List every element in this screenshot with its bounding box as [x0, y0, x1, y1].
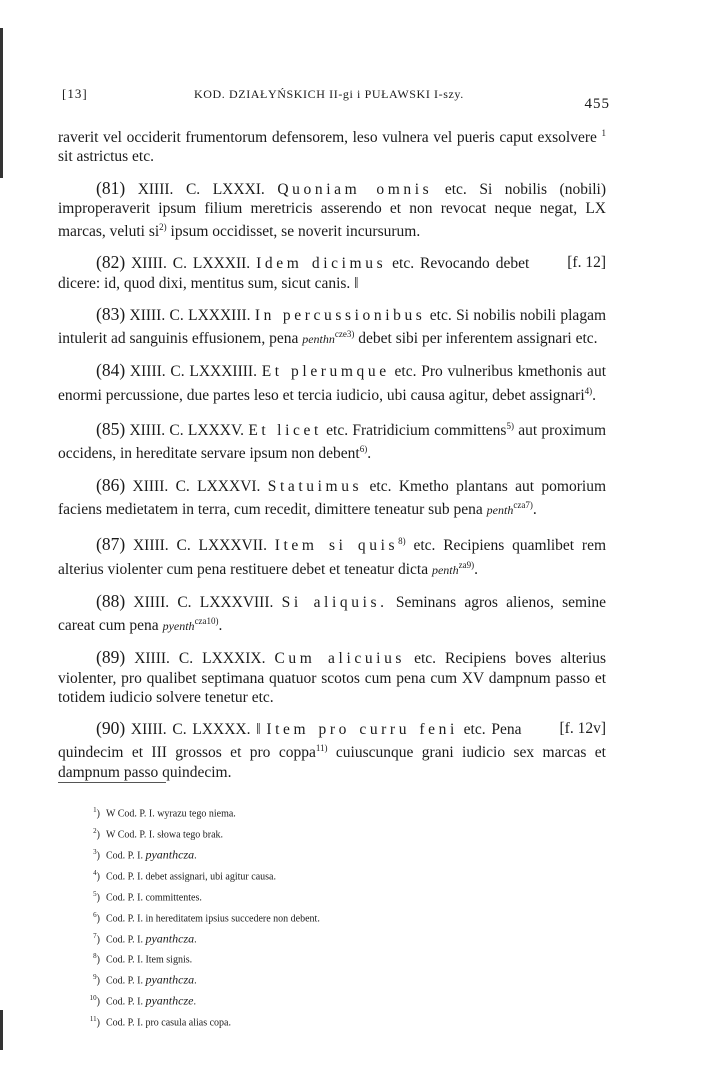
article-incipit: Si aliquis. [281, 593, 388, 611]
article-text: . [367, 445, 372, 463]
footnote-text: Cod. P. I. [106, 850, 146, 862]
footnote-text: Cod. P. I. committentes. [106, 892, 202, 904]
article-list [58, 179, 606, 782]
article-incipit: Cum alicuius [274, 650, 406, 668]
article-text: aut proximum occidens, in hereditate servare ipsum non debent [58, 422, 607, 463]
article-text: . [218, 617, 223, 635]
footnote-variant: pyanthcza [145, 847, 195, 862]
footnote-variant: pyanthcze [145, 993, 194, 1008]
article-number: (90) [96, 718, 126, 739]
footnote [82, 865, 482, 886]
article-incipit: Item si quis [274, 537, 399, 555]
article-paragraph [58, 361, 606, 405]
page-edge-bottom [0, 1010, 3, 1050]
article-text: . [532, 500, 537, 518]
footnote-ref: za [458, 559, 467, 570]
article-text: etc. Fratridicium committens [321, 422, 507, 440]
footnote-text: Cod. P. I. in hereditatem ipsius succedere non debent. [106, 912, 320, 924]
footnote-text: . [193, 996, 196, 1008]
article-text: etc. Kmetho plantans aut pomorium faciens medietatem in terra, cum recedit, dimittere teneatur sub pena [58, 477, 606, 518]
section-marker: [13] [62, 86, 88, 101]
footnote-number: $^6$) [93, 910, 100, 924]
article-paragraph [58, 648, 606, 707]
article-paragraph [58, 253, 606, 292]
footnote-text: W Cod. P. I. wyrazu tego niema. [106, 808, 236, 820]
article-incipit: Et plerumque [261, 363, 390, 381]
footnote [82, 948, 482, 969]
running-title: KOD. DZIAŁYŃSKICH II-gi i PUŁAWSKI I-szy. [194, 87, 464, 101]
folio-marker: [f. 12] [567, 254, 606, 272]
footnote-number-digit: 6 [93, 910, 97, 919]
page-number: 455 [584, 96, 610, 112]
article-incipit: Idem dicimus [256, 255, 387, 273]
footnote-ref: 10) [206, 616, 219, 627]
footnote-ref: 9) [466, 559, 475, 570]
footnote-text: W Cod. P. I. słowa tego brak. [106, 829, 224, 841]
article-incipit: Statuimus [267, 477, 363, 495]
footnote [82, 969, 482, 990]
article-text: etc. Recipiens boves alterius violenter, pro qualibet septimana quatuor scotos cum pena cum XV dampnum passo et totidem iudicio solvere tenetur etc. [58, 650, 606, 706]
article-text: etc. Recipiens quamlibet rem alterius violenter cum pena restituere debet et teneatur dicta [58, 537, 607, 578]
article-incipit: Item pro curru feni [266, 721, 458, 739]
article-code: XIIII. C. LXXXVIII. [133, 593, 274, 611]
footnote-number-digit: 9 [93, 973, 97, 982]
footnote-number-digit: 4 [93, 868, 97, 877]
article-incipit: In percussionibus [254, 306, 426, 324]
article-number: (88) [96, 590, 126, 611]
footnote [82, 886, 482, 907]
footnote [82, 907, 482, 928]
footnote-ref: 3) [346, 328, 355, 339]
footnote-number: $^1$) [93, 806, 100, 820]
footnote-number: $^9$) [93, 973, 100, 987]
article-paragraph [58, 719, 606, 782]
article-text: ipsum occidisset, se noverit incursurum. [166, 223, 421, 241]
article-text: etc. Revocando debet dicere: id, quod dixi, mentitus sum, sicut canis. ‖ [58, 255, 530, 292]
article-incipit: Quoniam omnis [277, 180, 433, 198]
article-number: (87) [96, 534, 126, 555]
article-text: Seminans agros alienos, semine careat cum pena [58, 593, 607, 635]
article-number: (89) [96, 647, 126, 668]
article-text: etc. Si nobilis nobili plagam intulerit ad sanguinis effusionem, pena [58, 306, 607, 348]
article-paragraph [58, 305, 606, 350]
footnote-text: Cod. P. I. Item signis. [106, 954, 193, 966]
article-number: (81) [96, 177, 126, 198]
footnote [82, 928, 482, 949]
footnote-text: Cod. P. I. debet assignari, ubi agitur causa. [106, 871, 276, 883]
article-code: XIIII. C. LXXXI. [137, 180, 265, 198]
footnote-text: Cod. P. I. [106, 933, 146, 945]
footnote-ref: 5) [506, 420, 514, 431]
article-paragraph [58, 532, 606, 580]
penalty-term: penth [486, 502, 514, 517]
article-number: (83) [96, 303, 126, 324]
footnote-ref: cza [513, 499, 526, 510]
article-text: . [592, 386, 597, 404]
footnote-number: $^4$) [93, 868, 100, 883]
article-text: etc. Si nobilis (nobili) improperaverit ipsum filium meretricis asserendo et non revocat neque negat, LX marcas, veluti si [58, 180, 607, 241]
footnote-number: $^{10}$) [89, 994, 100, 1008]
footnote-text: Cod. P. I. [106, 996, 146, 1008]
article-code: XIIII. C. LXXXIIII. [129, 363, 257, 381]
article-text: . [474, 560, 479, 578]
article-code: XIIII. C. LXXXVI. [132, 477, 261, 495]
penalty-term: penthn [302, 332, 335, 347]
continuation-paragraph: raverit vel occiderit frumentorum defensorem, leso vulnera vel pueris caput exsolvere $^1$ sit astrictus etc. [58, 128, 607, 166]
footnote-text: . [194, 975, 197, 987]
footnote-ref: 8) [398, 536, 406, 547]
main-text [58, 124, 606, 794]
footnote-text: . [194, 850, 197, 862]
page-edge-top [0, 28, 3, 178]
article-code: XIIII. C. LXXXVII. [132, 537, 267, 555]
footnote-ref: 4) [584, 385, 593, 396]
footnote-ref: cza [194, 616, 207, 627]
footnote-number: $^7$) [93, 931, 100, 945]
article-code: XIIII. C. LXXXX. ‖ [130, 721, 261, 739]
footnote-ref: 2) [159, 221, 167, 232]
footnote-number: $^8$) [93, 952, 100, 966]
footnote-ref: 1 [601, 128, 607, 138]
footnote-number-digit: 3 [93, 847, 97, 856]
article-code: XIIII. C. LXXXIX. [134, 650, 266, 668]
footnote [82, 990, 482, 1011]
article-code: XIIII. C. LXXXII. [131, 255, 251, 273]
article-code: XIIII. C. LXXXIII. [129, 306, 251, 324]
footnote-number: $^3$) [93, 847, 100, 862]
footnote-variant: pyanthcza [145, 972, 195, 987]
footnote-number: $^{11}$) [89, 1015, 100, 1029]
article-incipit: Et licet [248, 422, 322, 440]
article-paragraph [58, 179, 606, 242]
article-text: debet sibi per inferentem assignari etc. [354, 330, 598, 348]
article-number: (86) [96, 474, 126, 495]
footnote-number-digit: 5 [93, 889, 97, 898]
footnote-text: Cod. P. I. pro casula alias copa. [106, 1017, 231, 1029]
footnote [82, 1011, 482, 1032]
article-number: (82) [96, 252, 126, 273]
footnote-ref: 6) [359, 444, 368, 455]
article-code: XIIII. C. LXXXV. [129, 422, 245, 440]
article-text: etc. Pro vulneribus kmethonis aut enormi percussione, due partes leso et tercia iudicio, ubi causa agitur, debet assignari [58, 363, 606, 404]
footnote-number-digit: 1 [93, 806, 97, 814]
footnote [82, 823, 482, 844]
footnote-number-digit: 2 [93, 826, 97, 835]
article-paragraph [58, 476, 606, 521]
footnote-number-digit: 11 [89, 1015, 97, 1024]
footnotes [82, 802, 482, 1032]
footnote-ref: cze [334, 328, 347, 339]
running-header [58, 86, 610, 116]
article-paragraph [58, 592, 606, 637]
footnote-number-digit: 8 [93, 952, 97, 961]
footnote [82, 802, 482, 823]
footnote-text: Cod. P. I. [106, 975, 146, 987]
article-text: cuiuscunque grani iudicio sex marcas et dampnum passo quindecim. [58, 744, 606, 781]
article-paragraph [58, 417, 606, 464]
article-number: (84) [96, 360, 126, 381]
article-text: etc. Pena quindecim et III grossos et pro coppa [58, 721, 522, 762]
footnote-rule [58, 782, 166, 783]
article-number: (85) [96, 419, 126, 440]
footnote-variant: pyanthcza [145, 930, 195, 945]
footnote-number: $^2$) [93, 826, 100, 841]
folio-marker: [f. 12v] [559, 720, 606, 738]
penalty-term: penth [431, 562, 459, 577]
footnote-number: $^5$) [93, 889, 100, 904]
footnote [82, 844, 482, 865]
penalty-term: pyenth [162, 619, 195, 634]
footnote-number-digit: 7 [93, 931, 97, 940]
footnote-ref: 7) [525, 499, 533, 510]
footnote-text: . [194, 933, 197, 945]
footnote-number-digit: 10 [89, 994, 97, 1003]
footnote-ref: 11) [315, 743, 328, 754]
